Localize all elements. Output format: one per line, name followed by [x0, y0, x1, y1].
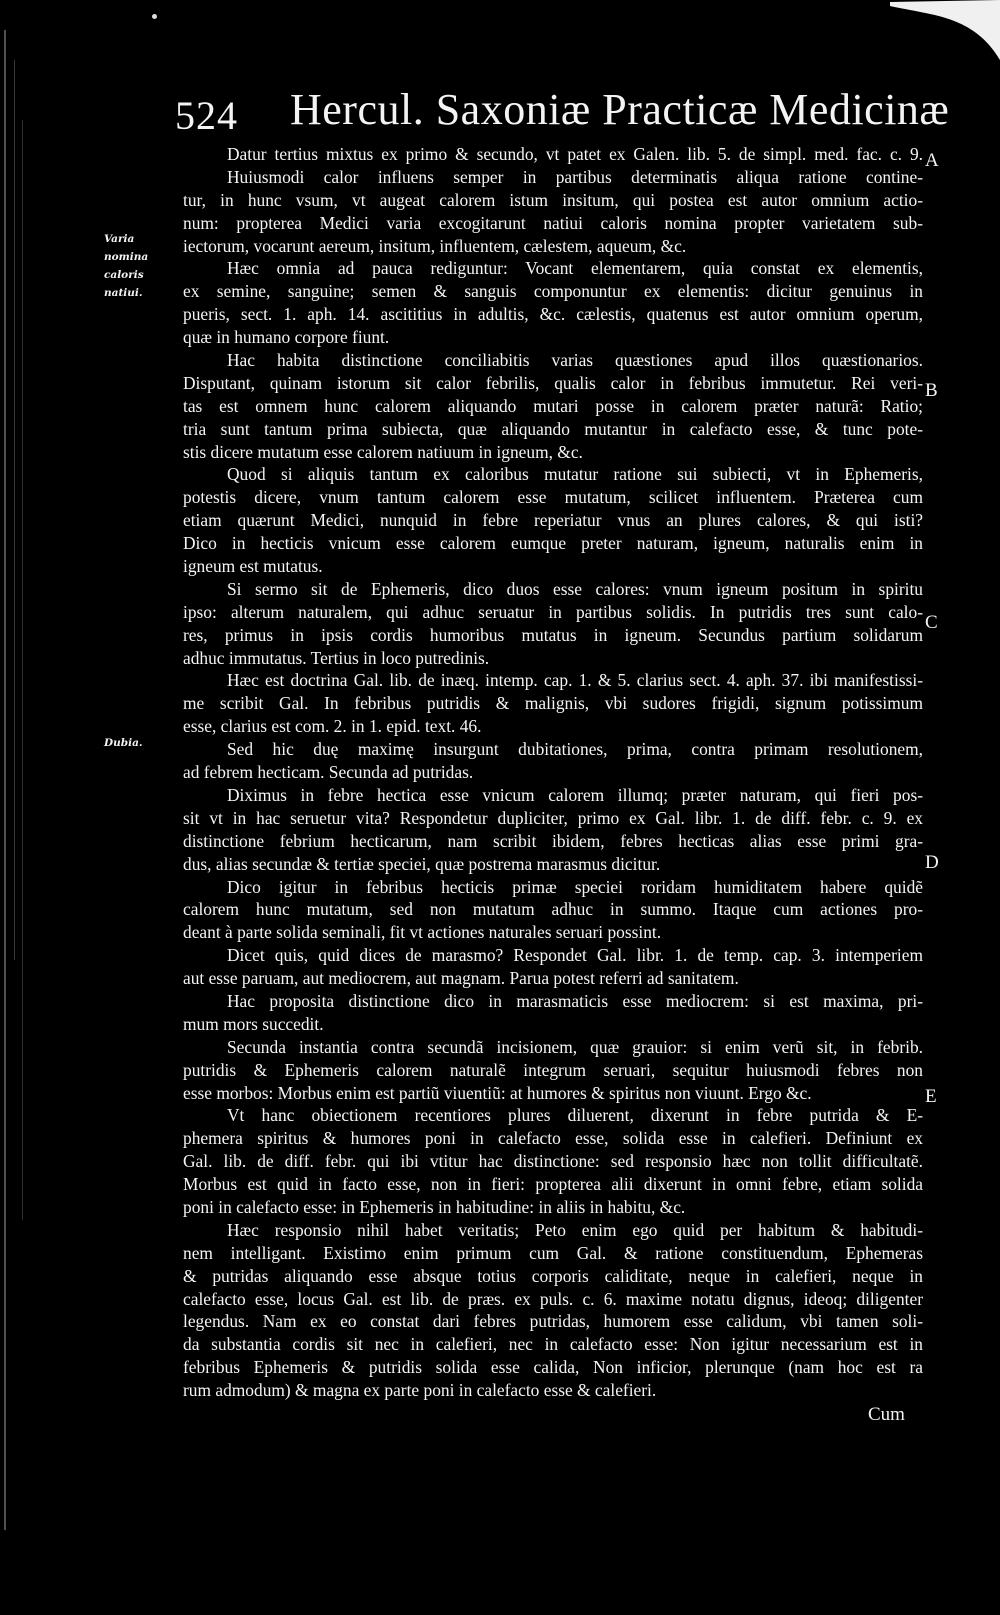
scan-speck: [152, 14, 157, 19]
text-line: etiam quærunt Medici, nunquid in febre reperiatur vnus an plures calores, & qui isti?: [183, 510, 923, 531]
sidenote-dubia: Dubia.: [104, 737, 143, 749]
text-line: da substantia cordis sit nec in calefieri, nec in calefacto esse: Non igitur necessarium est in: [183, 1334, 923, 1355]
text-line: & putridas aliquando esse absque totius corporis caliditate, neque in calefieri, neque in: [183, 1265, 923, 1286]
text-line: ad febrem hecticam. Secunda ad putridas.: [183, 762, 474, 783]
text-line: res, primus in ipsis cordis humoribus mutatus in igneum. Secundus partium solidarum: [183, 624, 923, 645]
text-line: rum admodum) & magna ex parte poni in calefacto esse & calefieri.: [183, 1380, 657, 1401]
text-line: esse, clarius est com. 2. in 1. epid. text. 46.: [183, 716, 482, 737]
text-line: tas est omnem hunc calorem aliquando mutari posse in calorem præter naturã: Ratio;: [183, 395, 923, 416]
text-line: nem intelligant. Existimo enim primum cum Gal. & ratione constituendum, Ephemeras: [183, 1242, 923, 1263]
sidenote-varia-nomina: Varia nomina caloris natiui.: [104, 233, 149, 299]
text-line: tur, in hunc vsum, vt augeat calorem istum insitum, qui postea est autor omnium actio-: [183, 189, 923, 210]
page-number: 524: [175, 93, 238, 138]
text-line: Dico igitur in febribus hecticis primæ speciei roridam humiditatem habere quidẽ: [227, 876, 923, 897]
text-line: Secunda instantia contra secundã incisionem, quæ grauior: si enim verũ sit, in febrib.: [227, 1036, 923, 1057]
margin-letter-e: E: [925, 1086, 937, 1107]
text-line: aut esse paruam, aut mediocrem, aut magnam. Parua potest referri ad sanitatem.: [183, 968, 739, 989]
text-line: Quod si aliquis tantum ex caloribus mutatur ratione sui subiecti, vt in Ephemeris,: [227, 464, 923, 485]
text-line: phemera spiritus & humores poni in calefacto esse, solida esse in calefieri. Definiunt ex: [183, 1128, 923, 1149]
text-line: potestis dicere, vnum tantum calorem esse mutatum, scilicet influentem. Præterea cum: [183, 487, 923, 508]
text-line: ex semine, sanguine; semen & sanguis componuntur ex elementis: dicitur genuinus in: [183, 281, 923, 302]
text-line: Hæc responsio nihil habet veritatis; Peto enim ego quid per habitum & habitudi-: [227, 1219, 923, 1240]
text-line: esse morbos: Morbus enim est partiũ viuentiũ: at humores & spiritus non viuunt. Ergo &c.: [183, 1082, 812, 1103]
text-line: iectorum, vocarunt aereum, insitum, influentem, cælestem, aqueum, &c.: [183, 235, 687, 256]
margin-letter-c: C: [925, 612, 938, 633]
text-line: Disputant, quinam istorum sit calor febrilis, qualis calor in febribus immutetur. Rei veri-: [183, 372, 923, 393]
body-text: [183, 143, 923, 1402]
text-line: legendus. Nam ex eo constat dari febres putridas, humorem esse calidum, vbi tamen soli-: [183, 1311, 923, 1332]
text-line: deant à parte solida seminali, fit vt actiones naturales seruari possint.: [183, 922, 662, 943]
text-line: ipso: alterum naturalem, qui adhuc seruatur in partibus solidis. In putridis tres sunt calo-: [183, 601, 923, 622]
text-line: calefacto esse, locus Gal. est lib. de præs. ex puls. c. 6. maxime notatu dignus, ideoq; diligenter: [183, 1288, 923, 1309]
text-line: sit vt in hac seruetur vita? Respondetur dupliciter, primo ex Gal. libr. 1. de diff. febr. c. 9. ex: [183, 807, 923, 828]
scan-streak: [22, 120, 23, 1220]
margin-letter-b: B: [925, 380, 938, 401]
running-title: Hercul. Saxoniæ Practicæ Medicinæ: [290, 85, 950, 134]
text-line: febribus Ephemeris & putridis solida esse calida, Non inficior, plerunque (nam hoc est ra: [183, 1357, 923, 1378]
text-line: Hæc omnia ad pauca rediguntur: Vocant elementarem, quia constat ex elementis,: [227, 258, 923, 279]
text-line: Gal. lib. de diff. febr. qui ibi vtitur hac distinctione: sed responsio hæc non tollit difficultatẽ.: [183, 1151, 923, 1172]
text-line: igneum est mutatus.: [183, 556, 323, 577]
page-curl: [890, 0, 1000, 60]
text-line: calorem hunc mutatum, sed non mutatum adhuc in summo. Itaque cum actiones pro-: [183, 899, 923, 920]
text-line: num: propterea Medici varia excogitarunt natiui caloris nomina propter varietatem sub-: [183, 212, 923, 233]
text-line: Si sermo sit de Ephemeris, dico duos esse calores: vnum igneum positum in spiritu: [227, 578, 923, 599]
text-line: dus, alias secundæ & tertiæ speciei, quæ postrema marasmus dicitur.: [183, 853, 661, 874]
text-line: quæ in humano corpore fiunt.: [183, 327, 390, 348]
text-line: adhuc immutatus. Tertius in loco putredinis.: [183, 647, 490, 668]
text-line: poni in calefacto esse: in Ephemeris in habitudine: in aliis in habitu, &c.: [183, 1196, 686, 1217]
catchword: Cum: [868, 1404, 905, 1425]
text-line: Dicet quis, quid dices de marasmo? Respondet Gal. libr. 1. de temp. cap. 3. intemperiem: [227, 945, 923, 966]
margin-letter-d: D: [925, 852, 939, 873]
text-line: stis dicere mutatum esse calorem natiuum in igneum, &c.: [183, 441, 583, 462]
text-line: Vt hanc obiectionem recentiores plures diluerent, dixerunt in febre putrida & E-: [227, 1105, 923, 1126]
margin-letter-a: A: [925, 150, 939, 171]
text-line: tria sunt tantum prima subiecta, quæ aliquando mutantur in calefacto esse, & tunc pote-: [183, 418, 923, 439]
text-line: Diximus in febre hectica esse vnicum calorem illumq; præter naturam, qui fieri pos-: [227, 784, 923, 805]
text-line: Dico in hecticis vnicum esse calorem eumque preter naturam, igneum, naturalis enim in: [183, 533, 923, 554]
text-line: mum mors succedit.: [183, 1013, 324, 1034]
text-line: Sed hic duę maximę insurgunt dubitationes, prima, contra primam resolutionem,: [227, 739, 923, 760]
text-line: Hac habita distinctione conciliabitis varias quæstiones apud illos quæstionarios.: [227, 350, 923, 371]
text-line: Hac proposita distinctione dico in marasmaticis esse mediocrem: si est maxima, pri-: [227, 990, 923, 1011]
text-line: Morbus est quid in facto esse, non in fieri: propterea alii dixerunt in omni febre, etiam solida: [183, 1174, 923, 1195]
text-line: Datur tertius mixtus ex primo & secundo, vt patet ex Galen. lib. 5. de simpl. med. fac. c. 9.: [227, 144, 923, 164]
text-line: distinctione febrium hecticarum, nam scribit ibidem, febres hecticas alias esse primi gra-: [183, 830, 923, 851]
text-line: Huiusmodi calor influens semper in partibus determinatis aliqua ratione contine-: [227, 166, 923, 187]
text-line: pueris, sect. 1. aph. 14. ascititius in adultis, &c. cælestis, quatenus est autor omnium operum,: [183, 304, 923, 325]
scan-streak: [4, 30, 6, 1530]
text-line: me scribit Gal. In febribus putridis & malignis, vbi sudores frigidi, signum potissimum: [183, 693, 923, 714]
text-line: Hæc est doctrina Gal. lib. de inæq. intemp. cap. 1. & 5. clarius sect. 4. aph. 37. ibi manifestissi-: [227, 670, 923, 691]
text-line: putridis & Ephemeris calorem naturalẽ integrum seruari, sequitur huiusmodi febres non: [183, 1059, 923, 1080]
scan-streak: [14, 60, 15, 960]
